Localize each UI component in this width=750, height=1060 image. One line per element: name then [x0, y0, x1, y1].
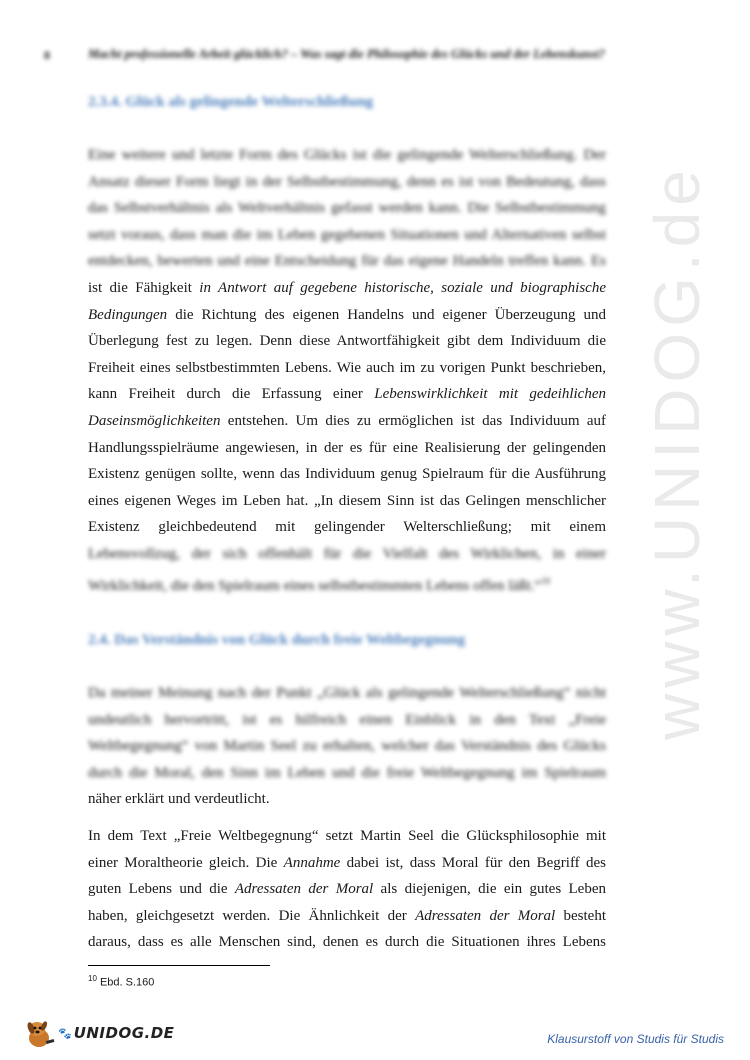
- blurred-line: Da meiner Meinung nach der Punkt „Glück als gelingende Welterschließung“ nicht: [88, 685, 606, 701]
- running-header: Macht professionelle Arbeit glücklich? – Was sagt die Philosophie des Glücks und der Lebenskunst?: [88, 47, 605, 61]
- paragraph-weltbegegnung-intro: [88, 680, 606, 813]
- blurred-line: Lebensvollzug, der sich offenhält für die Vielfalt des Wirklichen, in einer: [88, 545, 606, 562]
- text-line: einer Moraltheorie gleich. Die Annahme dabei ist, dass Moral für den Begriff des: [88, 854, 606, 871]
- blurred-line: durch die Moral, den Sinn im Leben und die freie Weltbegegnung im Spielraum: [88, 764, 606, 781]
- section-heading-2-4: 2.4. Das Verständnis von Glück durch freie Weltbegegnung: [88, 632, 466, 648]
- text-line: Freiheit eines selbstbestimmten Lebens. Wie auch im zu vorigen Punkt beschrieben,: [88, 359, 606, 376]
- text-line: Existenz genügen sollte, wenn das Individuum genug Spielraum für die Ausführung: [88, 466, 606, 483]
- footnote-reference: 10: [541, 575, 551, 586]
- blurred-line: das Selbstverhältnis als Weltverhältnis gefasst werden kann. Die Selbstbestimmung: [88, 200, 606, 217]
- logo-text: UNIDOG.DE: [73, 1024, 175, 1042]
- text-line: eines eigenen Weges im Leben hat. „In diesem Sinn ist das Gelingen menschlicher: [88, 492, 606, 509]
- text-line: näher erklärt und verdeutlicht.: [88, 791, 270, 808]
- blurred-line: Ansatz dieser Form liegt in der Selbstbestimmung, denn es ist von Bedeutung, dass: [88, 173, 606, 190]
- watermark: www.UNIDOG.de: [641, 164, 713, 740]
- page-number: 8: [44, 48, 50, 62]
- dog-mascot-icon: [22, 1016, 56, 1050]
- text-line: guten Lebens und die Adressaten der Moral als diejenigen, die ein gutes Leben: [88, 881, 606, 898]
- blurred-line: Weltbegegnung“ von Martin Seel zu erhalten, welcher das Verständnis des Glücks: [88, 738, 606, 755]
- paragraph-freie-weltbegegnung: [88, 823, 606, 956]
- text-line: In dem Text „Freie Weltbegegnung“ setzt Martin Seel die Glücksphilosophie mit: [88, 828, 606, 844]
- footnote: [88, 974, 154, 989]
- footnote-number: 10: [88, 974, 97, 983]
- blurred-line: Wirklichkeit, die den Spielraum eines selbstbestimmten Lebens offen läßt.“$^{10}$: [88, 575, 551, 594]
- text-line: haben, gleichgesetzt werden. Die Ähnlichkeit der Adressaten der Moral besteht: [88, 907, 606, 924]
- text-line: Handlungsspielräume angewiesen, in der es für eine Realisierung der gelingenden: [88, 439, 606, 456]
- blurred-line: entdecken, bewerten und eine Entscheidung für das eigene Handeln treffen kann. Es: [88, 253, 606, 270]
- footer-slogan: Klausurstoff von Studis für Studis: [547, 1032, 724, 1046]
- text-line: Daseinsmöglichkeiten entstehen. Um dies zu ermöglichen ist das Individuum auf: [88, 412, 606, 429]
- unidog-logo[interactable]: [22, 1016, 174, 1050]
- section-heading-2-3-4: 2.3.4. Glück als gelingende Welterschließung: [88, 94, 374, 110]
- text-line: Überlegung fest zu legen. Denn diese Antwortfähigkeit gibt dem Individuum die: [88, 333, 606, 350]
- text-line: kann Freiheit durch die Erfassung einer Lebenswirklichkeit mit gedeihlichen: [88, 386, 606, 403]
- blurred-line: setzt voraus, dass man die im Leben gegebenen Situationen und Alternativen selbst: [88, 226, 606, 243]
- text-line: Bedingungen die Richtung des eigenen Handelns und eigener Überzeugung und: [88, 306, 606, 323]
- text-line: daraus, dass es alle Menschen sind, denen es durch die Situationen ihres Lebens: [88, 934, 606, 951]
- logo-paw-icon: 🐾: [58, 1027, 72, 1040]
- paragraph-welterschliessung: [88, 142, 606, 594]
- blurred-line: Eine weitere und letzte Form des Glücks ist die gelingende Welterschließung. Der: [88, 147, 606, 163]
- footnote-text: Ebd. S.160: [99, 976, 155, 989]
- text-line: ist die Fähigkeit in Antwort auf gegebene historische, soziale und biographische: [88, 279, 606, 296]
- blurred-line: undeutlich hervortritt, ist es hilfreich einen Einblick in den Text „Freie: [88, 711, 606, 728]
- text-line: Existenz gleichbedeutend mit gelingender Welterschließung; mit einem: [88, 519, 606, 536]
- footnote-divider: [88, 965, 270, 966]
